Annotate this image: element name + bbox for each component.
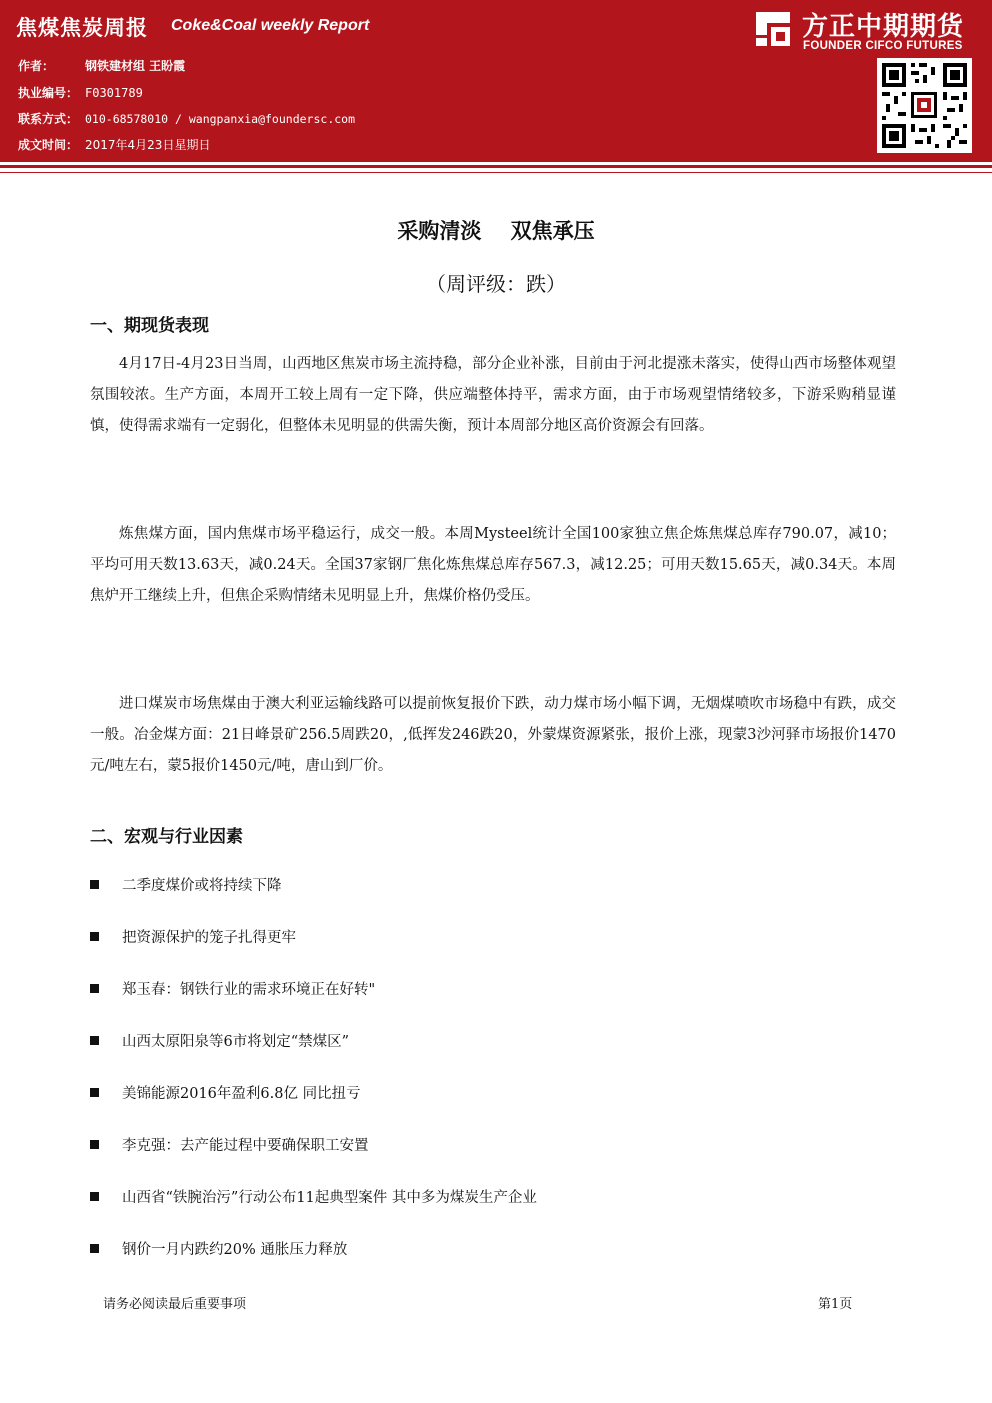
document-title: 采购清淡 双焦承压	[397, 219, 595, 243]
bullet-square-icon	[90, 984, 99, 993]
header-divider	[0, 165, 992, 168]
list-item	[90, 1026, 537, 1078]
list-item	[90, 922, 537, 974]
meta-value: F0301789	[85, 86, 143, 100]
news-headline: 美锦能源2016年盈利6.8亿 同比扭亏	[122, 1086, 361, 1102]
news-headline: 钢价一月内跌约20% 通胀压力释放	[122, 1242, 348, 1258]
news-headline: 把资源保护的笼子扎得更牢	[122, 930, 296, 946]
list-item	[90, 1182, 537, 1234]
news-headline: 李克强：去产能过程中要确保职工安置	[122, 1138, 369, 1154]
founder-logo-icon	[754, 10, 792, 48]
paragraph-coking-coal: 炼焦煤方面，国内焦煤市场平稳运行，成交一般。本周Mysteel统计全国100家独立焦企炼焦煤总库存790.07，减10；平均可用天数13.63天，减0.24天。全国37家钢厂焦化炼焦煤总库存567.3，减12.25；可用天数15.65天，减0.34天。本周焦炉开工继续上升，但焦企采购情绪未见明显上升，焦煤价格仍受压。	[90, 526, 896, 604]
news-headline: 山西太原阳泉等6市将划定“禁煤区”	[122, 1034, 350, 1050]
page-number: 第1页	[818, 1297, 853, 1312]
meta-contact	[18, 110, 355, 127]
news-headline: 二季度煤价或将持续下降	[122, 878, 282, 894]
brand-name-cn: 方正中期期货	[802, 12, 965, 42]
bullet-square-icon	[90, 1088, 99, 1097]
list-item	[90, 870, 537, 922]
weekly-rating: （周评级：跌）	[426, 272, 566, 296]
report-title: 焦煤焦炭周报	[16, 16, 148, 40]
meta-label: 联系方式：	[18, 112, 79, 126]
paragraph-import-coal: 进口煤炭市场焦煤由于澳大利亚运输线路可以提前恢复报价下跌，动力煤市场小幅下调，无烟煤喷吹市场稳中有跌，成交一般。冶金煤方面：21日峰景矿256.5周跌20，,低挥发246跌20，外蒙煤资源紧张，报价上涨，现蒙3沙河驿市场报价1470元/吨左右，蒙5报价1450元/吨，唐山到厂价。	[90, 696, 896, 774]
list-item	[90, 974, 537, 1026]
meta-value: 钢铁建材组 王盼霞	[85, 59, 186, 73]
meta-date	[18, 136, 210, 153]
meta-license	[18, 84, 143, 101]
report-title-en: Coke&Coal weekly Report	[171, 17, 370, 34]
meta-value: 010-68578010 / wangpanxia@foundersc.com	[85, 112, 356, 126]
section-heading-macro: 二、宏观与行业因素	[90, 827, 243, 847]
bullet-square-icon	[90, 932, 99, 941]
report-header	[0, 0, 992, 162]
meta-label: 执业编号：	[18, 86, 79, 100]
list-item	[90, 1234, 537, 1286]
footer-notice: 请务必阅读最后重要事项	[103, 1297, 247, 1312]
bullet-square-icon	[90, 1036, 99, 1045]
news-list	[90, 870, 537, 1286]
qr-code-icon	[877, 58, 972, 153]
header-divider-thin	[0, 172, 992, 173]
bullet-square-icon	[90, 1140, 99, 1149]
bullet-square-icon	[90, 1244, 99, 1253]
bullet-square-icon	[90, 880, 99, 889]
meta-label: 作者：	[18, 59, 55, 73]
meta-author	[18, 57, 185, 74]
bullet-square-icon	[90, 1192, 99, 1201]
meta-value: 2017年4月23日星期日	[85, 138, 211, 152]
paragraph-coke-market: 4月17日-4月23日当周，山西地区焦炭市场主流持稳，部分企业补涨，目前由于河北提涨未落实，使得山西市场整体观望氛围较浓。生产方面，本周开工较上周有一定下降，供应端整体持平，需求方面，由于市场观望情绪较多，下游采购稍显谨慎，使得需求端有一定弱化，但整体未见明显的供需失衡，预计本周部分地区高价资源会有回落。	[90, 356, 896, 434]
news-headline: 山西省“铁腕治污”行动公布11起典型案件 其中多为煤炭生产企业	[122, 1190, 537, 1206]
meta-label: 成文时间：	[18, 138, 79, 152]
list-item	[90, 1130, 537, 1182]
list-item	[90, 1078, 537, 1130]
brand-name-en: FOUNDER CIFCO FUTURES	[803, 40, 963, 52]
news-headline: 郑玉春：钢铁行业的需求环境正在好转"	[122, 982, 376, 998]
section-heading-market: 一、期现货表现	[90, 316, 209, 336]
